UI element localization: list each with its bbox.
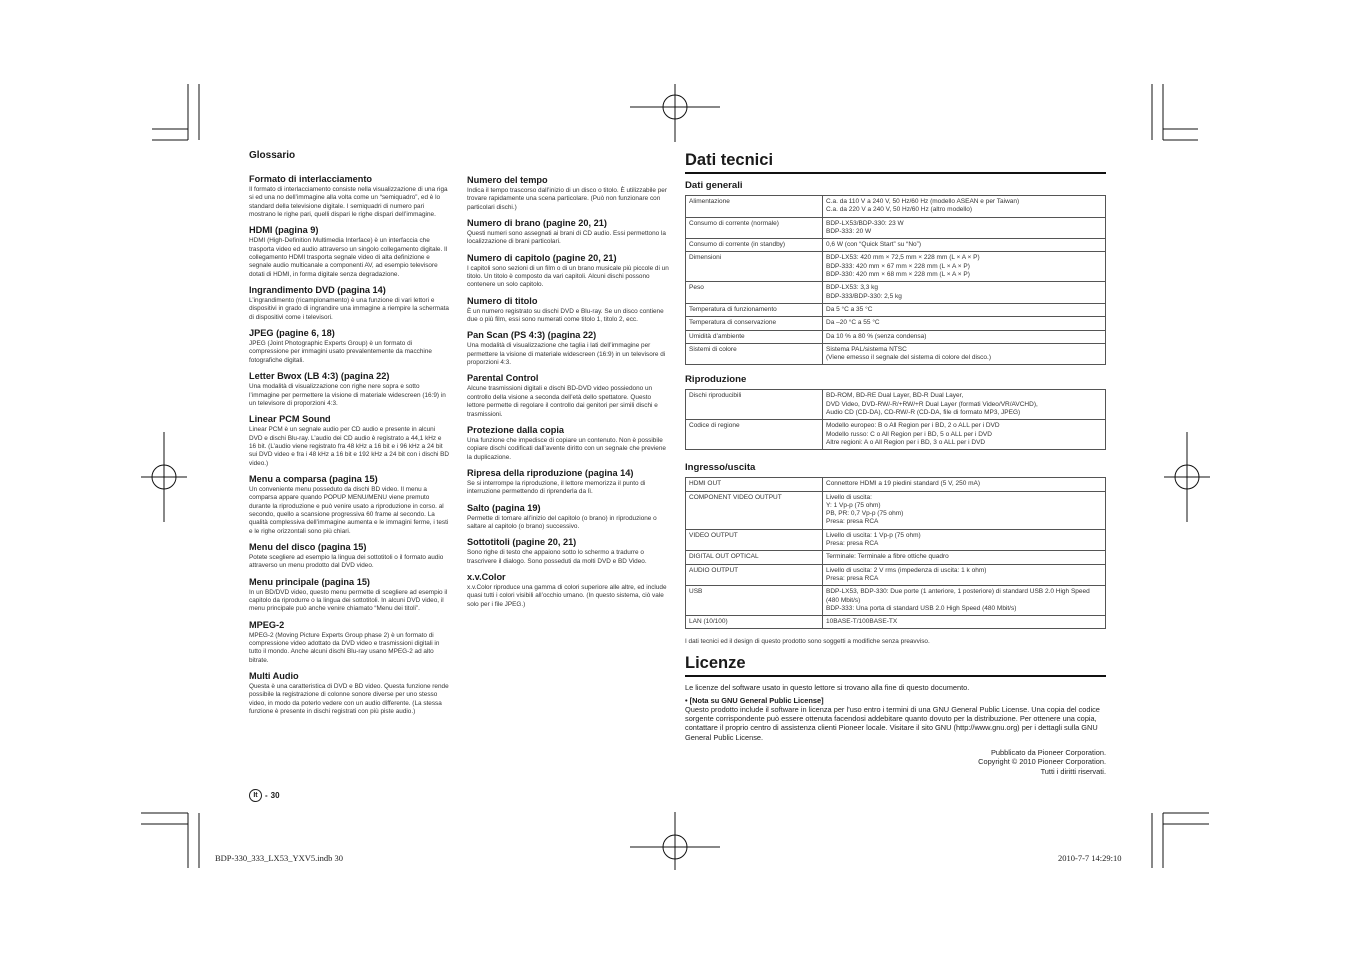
spec-value: Da 5 °C a 35 °C bbox=[823, 303, 1106, 316]
spec-value: BDP-LX53: 420 mm × 72,5 mm × 228 mm (L × A × P) BDP-333: 420 mm × 67 mm × 228 mm (L × A × P) BDP-330: 420 mm × 68 mm × 228 mm (L × A × P) bbox=[823, 252, 1106, 282]
page-number-value: 30 bbox=[270, 791, 280, 800]
glossary-term bbox=[249, 285, 449, 322]
license-gpl-heading: • [Nota su GNU General Public License] bbox=[685, 695, 824, 705]
spec-label: AUDIO OUTPUT bbox=[686, 564, 823, 586]
spec-value: Livello di uscita: Y: 1 Vp-p (75 ohm) PB, PR: 0,7 Vp-p (75 ohm) Presa: presa RCA bbox=[823, 491, 1106, 529]
spec-value: Livello di uscita: 1 Vp-p (75 ohm) Presa: presa RCA bbox=[823, 529, 1106, 551]
spec-value: BDP-LX53/BDP-330: 23 W BDP-333: 20 W bbox=[823, 217, 1106, 239]
glossary-term bbox=[467, 218, 669, 247]
glossary-term-title: Linear PCM Sound bbox=[249, 414, 331, 425]
page-separator: - bbox=[265, 791, 268, 800]
glossary-term bbox=[249, 474, 449, 536]
spec-label: Consumo di corrente (normale) bbox=[686, 217, 823, 239]
glossary-term-title: Menu principale (pagina 15) bbox=[249, 576, 370, 587]
spec-label: LAN (10/100) bbox=[686, 616, 823, 629]
glossary-term-text: x.v.Color riproduce una gamma di colori superiore alle altre, ed include quasi tutti i colori visibili all’occhio umano. (In questo sistema, ciò vale solo per i file JPEG.) bbox=[467, 583, 667, 608]
glossary-term-text: Linear PCM è un segnale audio per CD audio e presente in alcuni DVD e dischi Blu-ray. L’audio dei CD audio è registrato a 44,1 kHz e 16 bit. (L’audio viene registrato fra 48 kHz a 16 bit e i 96 kHz a 24 bit sui DVD video e fra i 48 kHz a 16 bit e 192 kHz a 24 bit con i dischi BD video.) bbox=[249, 426, 449, 467]
glossary-term bbox=[467, 330, 669, 367]
spec-label: Dischi riproducibili bbox=[686, 390, 823, 420]
glossary-term-title: Letter Bwox (LB 4:3) (pagina 22) bbox=[249, 371, 390, 382]
publisher-line: Pubblicato da Pioneer Corporation. bbox=[990, 747, 1106, 757]
glossary-term-title: Parental Control bbox=[467, 373, 539, 384]
spec-label: Codice di regione bbox=[686, 420, 823, 450]
spec-row bbox=[686, 586, 1106, 616]
spec-row bbox=[686, 390, 1106, 420]
glossary-term bbox=[249, 542, 449, 571]
glossary-term-title: Ripresa della riproduzione (pagina 14) bbox=[467, 467, 634, 478]
spec-section-heading: Dati generali bbox=[685, 180, 743, 191]
glossary-term-title: MPEG-2 bbox=[249, 619, 285, 630]
glossary-term bbox=[249, 225, 449, 279]
glossary-term-title: Ingrandimento DVD (pagina 14) bbox=[249, 285, 386, 296]
glossary-term-title: Sottotitoli (pagine 20, 21) bbox=[467, 537, 577, 548]
glossary-term bbox=[249, 371, 449, 408]
glossary-term-text: È un numero registrato su dischi DVD e Blu-ray. Se un disco contiene due o più film, essi sono numerati come titolo 1, titolo 2, ecc. bbox=[467, 307, 664, 324]
spec-label: USB bbox=[686, 586, 823, 616]
spec-row bbox=[686, 217, 1106, 239]
glossary-term-text: Il formato di interlacciamento consiste nella visualizzazione di una riga si ed una no dell’immagine alla volta come un “semiquadro”, ed è lo standard della televisione digitale. I semiquadri di numero pari mostrano le righe pari, quelli dispari le righe dispari dell’immagine. bbox=[249, 186, 448, 219]
glossary-term bbox=[249, 174, 449, 219]
spec-table bbox=[685, 477, 1106, 629]
glossary-term bbox=[467, 373, 669, 418]
spec-value: 10BASE-T/100BASE-TX bbox=[823, 616, 1106, 629]
license-intro: Le licenze del software usato in questo lettore si trovano alla fine di questo documento. bbox=[685, 683, 970, 693]
spec-value: Terminale: Terminale a fibre ottiche quadro bbox=[823, 551, 1106, 564]
spec-label: Umidità d’ambiente bbox=[686, 330, 823, 343]
glossary-term-text: MPEG-2 (Moving Picture Experts Group phase 2) è un formato di compressione video adottato da DVD video e trasmissioni digitali in tutto il mondo. Anche alcuni dischi Blu-ray usano MPEG-2 ad alto bitrate. bbox=[249, 631, 440, 664]
glossary-term bbox=[467, 296, 669, 325]
spec-value: 0,6 W (con “Quick Start” su “No”) bbox=[823, 239, 1106, 252]
glossary-term-text: Questa è una caratteristica di DVD e BD video. Questa funzione rende possibile la registrazione di colonne sonore diverse per uno stesso video, in modo da poterlo vedere con un audio differente. (La stessa funzione è presente in dischi registrati con più piste audio.) bbox=[249, 683, 449, 716]
spec-row bbox=[686, 551, 1106, 564]
glossary-term bbox=[467, 468, 669, 497]
glossary-term-text: Sono righe di testo che appaiono sotto lo schermo a tradurre o trascrivere il dialogo. Sono posseduti da molti DVD e BD Video. bbox=[467, 549, 647, 565]
glossary-term-title: Formato di interlacciamento bbox=[249, 174, 373, 184]
spec-label: Temperatura di conservazione bbox=[686, 317, 823, 330]
spec-label: Sistemi di colore bbox=[686, 343, 823, 365]
spec-label: Peso bbox=[686, 282, 823, 304]
spec-label: Dimensioni bbox=[686, 252, 823, 282]
print-timestamp: 2010-7-7 14:29:10 bbox=[1058, 853, 1122, 863]
glossary-term-text: Questi numeri sono assegnati ai brani di CD audio. Essi permettono la localizzazione di brani particolari. bbox=[467, 230, 666, 246]
glossary-term-text: Se si interrompe la riproduzione, il lettore memorizza il punto di interruzione permettendo di riprenderla da lì. bbox=[467, 479, 646, 496]
spec-label: DIGITAL OUT OPTICAL bbox=[686, 551, 823, 564]
spec-table bbox=[685, 389, 1106, 450]
glossary-term-title: Numero del tempo bbox=[467, 175, 548, 185]
glossary-term-text: Permette di tornare all’inizio del capitolo (o brano) in riproduzione o saltare al capitolo (o brano) successivo. bbox=[467, 514, 657, 530]
glossary-term-text: Indica il tempo trascorso dall’inizio di un disco o titolo. È utilizzabile per trovare rapidamente una scena particolare. (Può non funzionare con particolari dischi.) bbox=[467, 187, 667, 211]
glossary-term-text: Una modalità di visualizzazione che taglia i lati dell’immagine per permettere la visione di materiale widescreen (16:9) in un televisore di proporzioni 4:3. bbox=[467, 342, 666, 367]
spec-label: HDMI OUT bbox=[686, 478, 823, 491]
glossary-term bbox=[467, 572, 669, 609]
spec-value: Connettore HDMI a 19 piedini standard (5 V, 250 mA) bbox=[823, 478, 1106, 491]
glossary-term bbox=[467, 503, 669, 532]
license-gpl-body: Questo prodotto include il software in licenza per l’uso entro i termini di una GNU General Public License. Una copia del codice sorgente corrispondente può essere ottenuta facendosi addebitare quanto dovuto per la distribuzione. Per ottenere una copia, contattare il proprio centro di assistenza clienti Pioneer locale. Visitare il sito GNU (http://www.gnu.org) per i dettagli sulla GNU General Public License. bbox=[685, 704, 1100, 742]
spec-value: Da 10 % a 80 % (senza condensa) bbox=[823, 330, 1106, 343]
glossary-term-text: Un conveniente menu posseduto da dischi BD video. Il menu a comparsa appare quando POPUP MENU/MENU viene premuto durante la riproduzione e può venire usato a riproduzione in corso. al secondo, quello a scansione progressiva 60 frame al secondo. La qualità complessiva dell’immagine aumenta e le immagini ferme, i testi e le righe orizzontali sono più chiari. bbox=[249, 485, 449, 535]
spec-row bbox=[686, 616, 1106, 629]
specs-title: Dati tecnici bbox=[685, 150, 1106, 174]
glossary-term-title: HDMI (pagina 9) bbox=[249, 225, 319, 236]
spec-label: Consumo di corrente (in standby) bbox=[686, 239, 823, 252]
spec-section-heading: Ingresso/uscita bbox=[685, 462, 756, 474]
glossary-term-text: JPEG (Joint Photographic Experts Group) è un formato di compressione per immagini usato prevalentemente da macchine fotografiche digitali. bbox=[249, 340, 432, 364]
spec-value: BDP-LX53: 3,3 kg BDP-333/BDP-330: 2,5 kg bbox=[823, 282, 1106, 304]
glossary-term-title: Numero di capitolo (pagine 20, 21) bbox=[467, 252, 617, 263]
glossary-term bbox=[249, 671, 449, 716]
glossary-column-1 bbox=[249, 150, 449, 722]
spec-value: Livello di uscita: 2 V rms (impedenza di uscita: 1 k ohm) Presa: presa RCA bbox=[823, 564, 1106, 586]
spec-value: C.a. da 110 V a 240 V, 50 Hz/60 Hz (modello ASEAN e per Taiwan) C.a. da 220 V a 240 V, 50 Hz/60 Hz (altro modello) bbox=[823, 196, 1106, 218]
glossary-term-title: Menu del disco (pagina 15) bbox=[249, 541, 367, 552]
glossary-term-text: HDMI (High-Definition Multimedia Interface) è un interfaccia che trasporta video ed audio attraverso un singolo collegamento digitale. Il collegamento HDMI trasporta segnale video di alta definizione e segnale audio multicanale a componenti AV, ad esempio televisore dotati di HDMI, in forma digitale senza degradazione. bbox=[249, 237, 448, 278]
spec-row bbox=[686, 303, 1106, 316]
spec-label: VIDEO OUTPUT bbox=[686, 529, 823, 551]
page-number bbox=[249, 789, 280, 802]
glossary-term bbox=[249, 577, 449, 614]
license-title: Licenze bbox=[685, 653, 1106, 677]
spec-value: Modello europeo: B o All Region per i BD, 2 o ALL per i DVD Modello russo: C o All Region per i BD, 5 o ALL per i DVD Altre regioni: A o All Region per i BD, 3 o ALL per i DVD bbox=[823, 420, 1106, 450]
glossary-term-title: Salto (pagina 19) bbox=[467, 502, 541, 513]
glossary-term bbox=[467, 175, 669, 212]
spec-value: BDP-LX53, BDP-330: Due porte (1 anteriore, 1 posteriore) di standard USB 2.0 High Speed (480 Mbit/s) BDP-333: Una porta di standard USB 2.0 High Speed (480 Mbit/s) bbox=[823, 586, 1106, 616]
glossary-term bbox=[467, 425, 669, 462]
glossary-term-text: Potete scegliere ad esempio la lingua dei sottotitoli o il formato audio attraverso un menu prodotto dal DVD video. bbox=[249, 553, 444, 570]
spec-value: Da –20 °C a 55 °C bbox=[823, 317, 1106, 330]
spec-row bbox=[686, 196, 1106, 218]
glossary-term bbox=[249, 328, 449, 365]
spec-row bbox=[686, 330, 1106, 343]
rights-line: Tutti i diritti riservati. bbox=[1040, 766, 1106, 776]
spec-value: Sistema PAL/sistema NTSC (Viene emesso il segnale del sistema di colore del disco.) bbox=[823, 343, 1106, 365]
spec-row bbox=[686, 343, 1106, 365]
copyright-line: Copyright © 2010 Pioneer Corporation. bbox=[978, 757, 1106, 767]
specs-column bbox=[685, 150, 1106, 776]
spec-row bbox=[686, 478, 1106, 491]
spec-row bbox=[686, 420, 1106, 450]
spec-row bbox=[686, 529, 1106, 551]
spec-label: Alimentazione bbox=[686, 196, 823, 218]
glossary-term bbox=[467, 537, 669, 566]
print-file-info: BDP-330_333_LX53_YXV5.indb 30 bbox=[215, 853, 343, 863]
glossary-term-title: Multi Audio bbox=[249, 671, 299, 682]
glossary-term-title: Numero di brano (pagine 20, 21) bbox=[467, 218, 607, 229]
glossary-column-2 bbox=[467, 175, 669, 615]
publisher-block bbox=[685, 748, 1106, 776]
glossary-term-title: Pan Scan (PS 4:3) (pagina 22) bbox=[467, 330, 597, 341]
glossary-term-title: JPEG (pagine 6, 18) bbox=[249, 328, 335, 339]
glossary-term-text: Alcune trasmissioni digitali e dischi BD-DVD video possiedono un controllo della visione a seconda dell’età dello spettatore. Questo lettore permette di regolare il controllo dai genitori per simili dischi e trasmissioni. bbox=[467, 385, 658, 418]
spec-section-heading: Riproduzione bbox=[685, 374, 747, 386]
spec-row bbox=[686, 317, 1106, 330]
glossary-term-text: I capitoli sono sezioni di un film o di un brano musicale più piccole di un titolo. Un titolo è composto da vari capitoli. Alcuni dischi possono contenere un solo capitolo. bbox=[467, 264, 669, 289]
spec-value: BD-ROM, BD-RE Dual Layer, BD-R Dual Layer, DVD Video, DVD-RW/-R/+RW/+R Dual Layer (formati Video/VR/AVCHD), Audio CD (CD-DA), CD-RW/-R (CD-DA, file di formato MP3, JPEG) bbox=[823, 390, 1106, 420]
glossary-list-2 bbox=[467, 175, 669, 609]
spec-sections bbox=[685, 180, 1106, 629]
glossary-term-title: Numero di titolo bbox=[467, 295, 538, 306]
spec-label: Temperatura di funzionamento bbox=[686, 303, 823, 316]
glossary-term-title: x.v.Color bbox=[467, 571, 506, 582]
spec-row bbox=[686, 252, 1106, 282]
spec-label: COMPONENT VIDEO OUTPUT bbox=[686, 491, 823, 529]
spec-row bbox=[686, 491, 1106, 529]
spec-row bbox=[686, 564, 1106, 586]
glossary-term-title: Protezione dalla copia bbox=[467, 424, 565, 435]
glossary-term-text: L’ingrandimento (ricampionamento) è una funzione di vari lettori e dispositivi in grado di ingrandire una immagine a riempire la schermata di dispositivi come i televisori. bbox=[249, 297, 449, 321]
glossary-term-text: In un BD/DVD video, questo menu permette di scegliere ad esempio il capitolo da riprodurre o la lingua dei sottotitoli. In alcuni DVD video, il menu principale può anche venire chiamato “Menu dei titoli”. bbox=[249, 588, 448, 613]
glossary-term bbox=[249, 620, 449, 665]
glossary-term-text: Una funzione che impedisce di copiare un contenuto. Non è possibile copiare dischi codificati dall’avente diritto con un segnale che previene la duplicazione. bbox=[467, 436, 666, 461]
spec-row bbox=[686, 282, 1106, 304]
specs-note: I dati tecnici ed il design di questo prodotto sono soggetti a modifiche senza preavviso. bbox=[685, 638, 930, 646]
glossary-term-title: Menu a comparsa (pagina 15) bbox=[249, 473, 378, 484]
language-badge: It bbox=[249, 789, 262, 802]
glossary-heading: Glossario bbox=[249, 150, 296, 161]
glossary-term-text: Una modalità di visualizzazione con righe nere sopra e sotto l’immagine per permettere la visione di materiale widescreen (16:9) in un televisore di proporzioni 4:3. bbox=[249, 383, 446, 407]
spec-table bbox=[685, 195, 1106, 365]
glossary-term bbox=[249, 414, 449, 468]
spec-row bbox=[686, 239, 1106, 252]
glossary-list-1 bbox=[249, 174, 449, 716]
glossary-term bbox=[467, 253, 669, 290]
